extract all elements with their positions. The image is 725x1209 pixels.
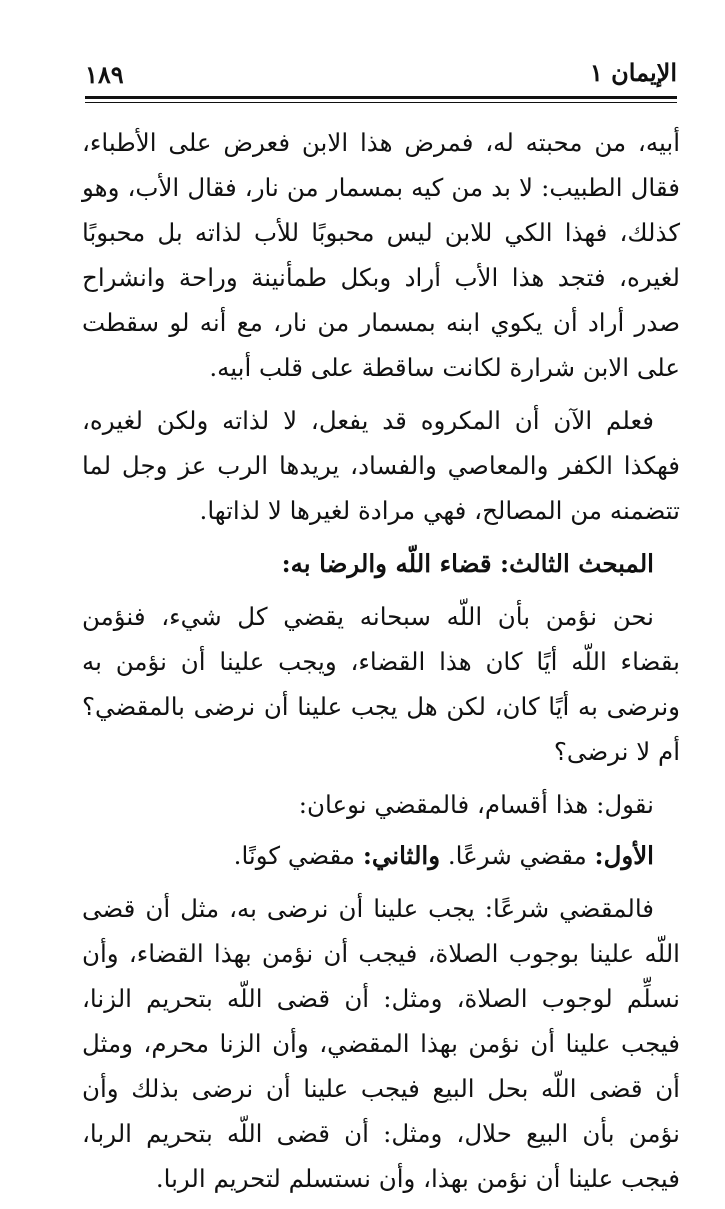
- running-title: الإيمان ١: [589, 58, 677, 87]
- section-heading: المبحث الثالث: قضاء اللّه والرضا به:: [281, 549, 654, 578]
- type-two-label: والثاني:: [362, 841, 441, 870]
- header-rule-thick: [85, 96, 677, 99]
- header-rule-thin: [85, 102, 677, 103]
- page-header: [85, 52, 677, 94]
- paragraph-division: نقول: هذا أقسام، فالمقضي نوعان:: [298, 790, 654, 819]
- page-number: ١٨٩: [85, 60, 124, 89]
- paragraph-legal-decree: فالمقضي شرعًا: يجب علينا أن نرضى به، مثل أن قضى اللّه علينا بوجوب الصلاة، فيجب أن نؤمن بهذا القضاء، وأن نسلِّم لوجوب الصلاة، ومثل: أن قضى اللّه بتحريم الزنا، فيجب علينا أن نؤمن بهذا المقضي، وأن الزنا محرم، ومثل أن قضى اللّه بحل البيع فيجب علينا أن نرضى بذلك وأن نؤمن بأن البيع حلال، ومثل: أن قضى اللّه بتحريم الربا، فيجب علينا أن نؤمن بهذا، وأن نستسلم لتحريم الربا.: [82, 894, 680, 1193]
- type-two-text: مقضي كونًا.: [233, 841, 363, 870]
- type-one-label: الأول:: [594, 841, 654, 870]
- type-one-text: مقضي شرعًا.: [440, 841, 595, 870]
- page-body: [82, 120, 680, 1209]
- paragraph-conclusion: فعلم الآن أن المكروه قد يفعل، لا لذاته ولكن لغيره، فهكذا الكفر والمعاصي والفساد، يريدها الرب عز وجل لما تتضمنه من المصالح، فهي مرادة لغيرها لا لذاتها.: [82, 406, 680, 525]
- paragraph-continuation: أبيه، من محبته له، فمرض هذا الابن فعرض على الأطباء، فقال الطبيب: لا بد من كيه بمسمار من نار، فقال الأب، وهو كذلك، فهذا الكي للابن ليس محبوبًا للأب لذاته بل محبوبًا لغيره، فتجد هذا الأب أراد وبكل طمأنينة وراحة وانشراح صدر أراد أن يكوي ابنه بمسمار من نار، مع أنه لو سقطت على الابن شرارة لكانت ساقطة على قلب أبيه.: [82, 128, 680, 382]
- paragraph-intro: نحن نؤمن بأن اللّه سبحانه يقضي كل شيء، فنؤمن بقضاء اللّه أيًا كان هذا القضاء، ويجب علينا أن نؤمن به ونرضى به أيًا كان، لكن هل يجب علينا أن نرضى بالمقضي؟ أم لا نرضى؟: [82, 602, 680, 766]
- paragraph-types: [82, 833, 680, 878]
